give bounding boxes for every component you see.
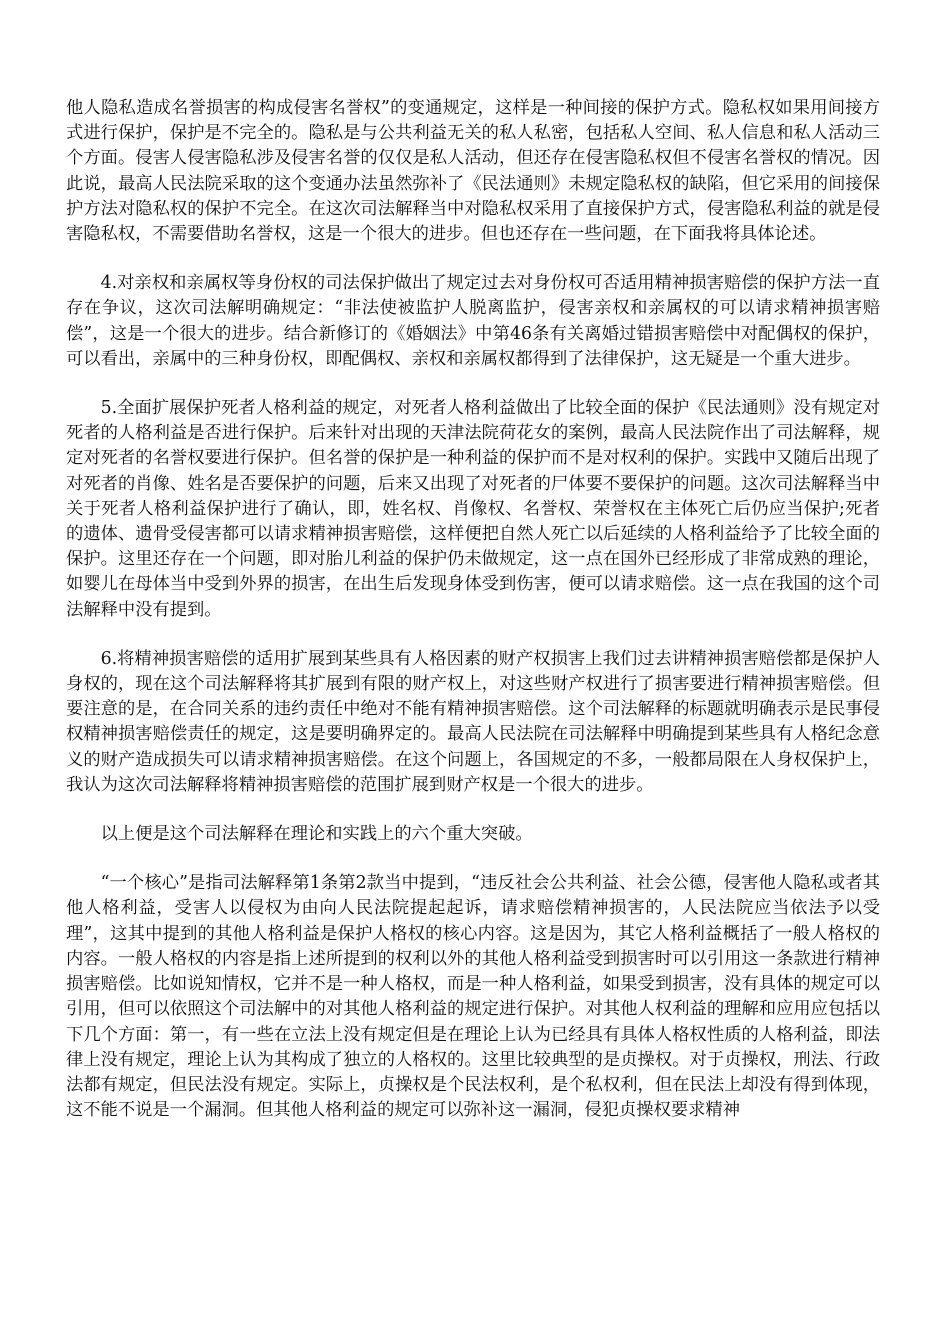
paragraph-privacy-continuation: 他人隐私造成名誉损害的构成侵害名誉权”的变通规定，这样是一种间接的保护方式。隐私权如果用间接方式进行保护，保护是不完全的。隐私是与公共利益无关的私人私密，包括私人空间、私人信息和私人活动三个方面。侵害人侵害隐私涉及侵害名誉的仅仅是私人活动，但还存在侵害隐私权但不侵害名誉权的情况。因此说，最高人民法院采取的这个变通办法虽然弥补了《民法通则》未规定隐私权的缺陷，但它采用的间接保护方法对隐私权的保护不完全。在这次司法解释当中对隐私权采用了直接保护方式，侵害隐私利益的就是侵害隐私权，不需要借助名誉权，这是一个很大的进步。但也还存在一些问题，在下面我将具体论述。 xyxy=(66,98,880,245)
paragraph-point-5-deceased-personality: 5.全面扩展保护死者人格利益的规定，对死者人格利益做出了比较全面的保护《民法通则》没有规定对死者的人格利益是否进行保护。后来针对出现的天津法院荷花女的案例，最高人民法院作出了司法解释，规定对死者的名誉权要进行保护。但名誉的保护是一种利益的保护而不是对权利的保护。实践中又随后出现了对死者的肖像、姓名是否要保护的问题，后来又出现了对死者的尸体要不要保护的问题。这次司法解释当中关于死者人格利益保护进行了确认，即，姓名权、肖像权、名誉权、荣誉权在主体死亡后仍应当保护;死者的遗体、遗骨受侵害都可以请求精神损害赔偿，这样便把自然人死亡以后延续的人格利益给予了比较全面的保护。这里还存在一个问题，即对胎儿利益的保护仍未做规定，这一点在国外已经形成了非常成熟的理论，如婴儿在母体当中受到外界的损害，在出生后发现身体受到伤害，便可以请求赔偿。这一点在我国的这个司法解释中没有提到。 xyxy=(66,398,880,620)
paragraph-point-6-property-rights: 6.将精神损害赔偿的适用扩展到某些具有人格因素的财产权损害上我们过去讲精神损害赔偿都是保护人身权的，现在这个司法解释将其扩展到有限的财产权上，对这些财产权进行了损害要进行精神损害赔偿。但要注意的是，在合同关系的违约责任中绝对不能有精神损害赔偿。这个司法解释的标题就明确表示是民事侵权精神损害赔偿责任的规定，这是要明确界定的。最高人民法院在司法解释中明确提到某些具有人格纪念意义的财产造成损失可以请求精神损害赔偿。在这个问题上，各国规定的不多，一般都局限在人身权保护上，我认为这次司法解释将精神损害赔偿的范围扩展到财产权是一个很大的进步。 xyxy=(66,648,880,795)
paragraph-summary-six-breakthroughs: 以上便是这个司法解释在理论和实践上的六个重大突破。 xyxy=(100,824,533,845)
document-page xyxy=(66,96,880,1123)
paragraph-one-core: “一个核心”是指司法解释第1条第2款当中提到，“违反社会公共利益、社会公德，侵害他人隐私或者其他人格利益，受害人以侵权为由向人民法院提起起诉，请求赔偿精神损害的，人民法院应当依法予以受理”，这其中提到的其他人格利益是保护人格权的核心内容。这是因为，其它人格利益概括了一般人格权的内容。一般人格权的内容是指上述所提到的权利以外的其他人格利益受到损害时可以引用这一条款进行精神损害赔偿。比如说知情权，它并不是一种人格权，而是一种人格利益，如果受到损害，没有具体的规定可以引用，但可以依照这个司法解中的对其他人格利益的规定进行保护。对其他人权利益的理解和应用应包括以下几个方面：第一，有一些在立法上没有规定但是在理论上认为已经具有具体人格权性质的人格利益，即法律上没有规定，理论上认为其构成了独立的人格权的。这里比较典型的是贞操权。对于贞操权，刑法、行政法都有规定，但民法没有规定。实际上，贞操权是个民法权利，是个私权利，但在民法上却没有得到体现，这不能不说是一个漏洞。但其他人格利益的规定可以弥补这一漏洞，侵犯贞操权要求精神 xyxy=(66,873,880,1121)
paragraph-point-4-kinship-rights: 4.对亲权和亲属权等身份权的司法保护做出了规定过去对身份权可否适用精神损害赔偿的保护方法一直存在争议，这次司法解明确规定：“非法使被监护人脱离监护，侵害亲权和亲属权的可以请求精神损害赔偿”，这是一个很大的进步。结合新修订的《婚姻法》中第46条有关离婚过错损害赔偿中对配偶权的保护，可以看出，亲属中的三种身份权，即配偶权、亲权和亲属权都得到了法律保护，这无疑是一个重大进步。 xyxy=(66,273,880,369)
